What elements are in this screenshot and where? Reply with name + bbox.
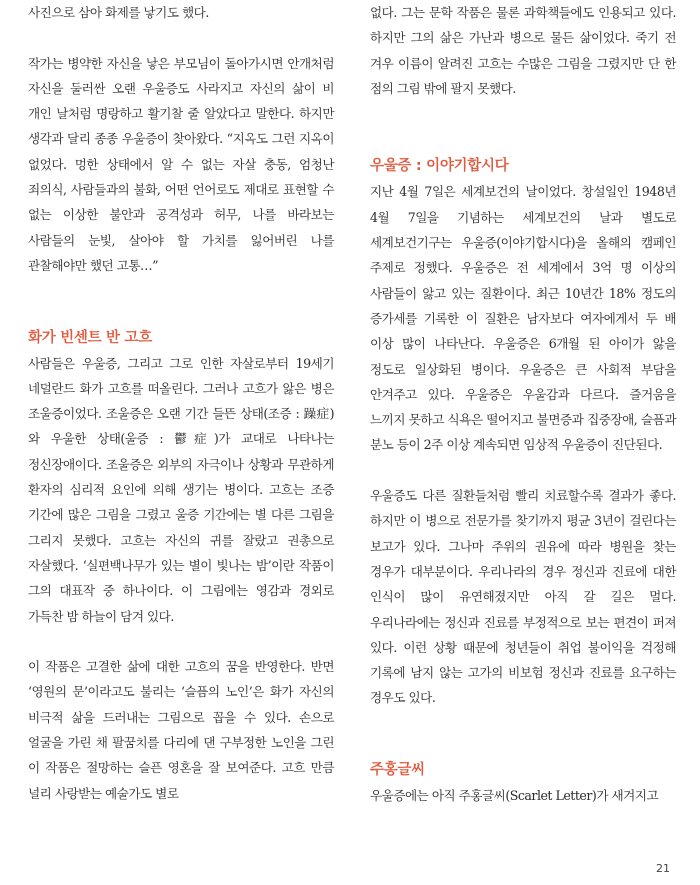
page-number: 21 (656, 862, 670, 875)
paragraph: 우울증에는 아직 주홍글씨(Scarlet Letter)가 새겨지고 (370, 788, 659, 804)
paragraph: 우울증도 다른 질환들처럼 빨리 치료할수록 결과가 좋다. 하지만 이 병으로 전문가를 찾기까지 평균 3년이 걸린다는 보고가 있다. 그나마 주위의 권유에 따라 병원을 찾는 경우가 대부분이다. 우리나라의 경우 정신과 진료에 대한 인식이 많이 유연해졌지만 아직 갈 길은 멀다. 우리나라에는 정신과 진료를 부정적으로 보는 편견이 퍼져 있다. 이런 상황 때문에 청년들이 취업 불이익을 걱정해 기록에 남지 않는 고가의 비보험 정신과 진료를 요구하는 경우도 있다. (370, 488, 676, 706)
paragraph: 지난 4월 7일은 세계보건의 날이었다. 창설일인 1948년 4월 7일을 기념하는 세계보건의 날과 별도로 세계보건기구는 우울증(이야기합시다)을 올해의 캠페인 주제로 정했다. 우울증은 전 세계에서 3억 명 이상의 사람들이 앓고 있는 질환이다. 최근 10년간 18% 정도의 증가세를 기록한 이 질환은 남자보다 여자에게서 두 배 이상 많이 나타난다. 우울증은 6개월 된 아이가 앓을 정도로 일상화된 병이다. 우울증은 큰 사회적 부담을 안겨주고 있다. 우울증은 우울감과 다르다. 즐거움을 느끼지 못하고 식욕은 떨어지고 불면증과 집중장애, 슬픔과 분노 등이 2주 이상 계속되면 임상적 우울증이 진단된다. (370, 184, 676, 453)
paragraph: 이 작품은 고결한 삶에 대한 고흐의 꿈을 반영한다. 반면 ‘영원의 문’이라고도 불리는 ‘슬픔의 노인’은 화가 자신의 비극적 삶을 드러내는 그림으로 꼽을 수 있다. 손으로 얼굴을 가린 채 팔꿈치를 다리에 댄 구부정한 노인을 그린 이 작품은 절망하는 슬픈 영혼을 잘 보여준다. 고흐 만큼 널리 사랑받는 예술가도 별로 (28, 659, 334, 801)
paragraph: 사진으로 삼아 화제를 낳기도 했다. (28, 5, 209, 20)
right-column (370, 0, 676, 808)
section-heading: 주홍글씨 (370, 762, 425, 779)
left-column (28, 0, 334, 806)
section-heading: 화가 빈센트 반 고흐 (28, 329, 152, 346)
paragraph: 사람들은 우울증, 그리고 그로 인한 자살로부터 19세기 네덜란드 화가 고흐를 떠올린다. 그러나 고흐가 앓은 병은 조울증이었다. 조울증은 오랜 기간 들뜬 상태(조증 : 躁症)와 우울한 상태(울증 : 鬱症)가 교대로 나타나는 정신장애이다. 조울증은 외부의 자극이나 상황과 무관하게 환자의 심리적 요인에 의해 생기는 병이다. 고흐는 조증 기간에 많은 그림을 그렸고 울증 기간에는 별 다른 그림을 그리지 못했다. 고흐는 자신의 귀를 잘랐고 권총으로 자살했다. ‘실편백나무가 있는 별이 빛나는 밤’이란 작품이 그의 대표작 중 하나이다. 이 그림에는 영감과 경외로 가득찬 밤 하늘이 담겨 있다. (28, 355, 334, 624)
paragraph: 작가는 병약한 자신을 낳은 부모님이 돌아가시면 안개처럼 자신을 둘러싼 오랜 우울증도 사라지고 자신의 삶이 비 개인 날처럼 명랑하고 활기찰 줄 알았다고 말한다. 하지만 생각과 달리 종종 우울증이 찾아왔다. “지옥도 그런 지옥이 없었다. 멍한 상태에서 알 수 없는 자살 충동, 엄청난 죄의식, 사람들과의 불화, 어떤 언어로도 제대로 표현할 수 없는 이상한 불안과 공격성과 허무, 나를 바라보는 사람들의 눈빛, 살아야 할 가치를 잃어버린 나를 관찰해야만 했던 고통…” (28, 55, 334, 273)
section-heading: 우울증 : 이야기합시다 (370, 158, 509, 175)
paragraph: 없다. 그는 문학 작품은 물론 과학책들에도 인용되고 있다. 하지만 그의 삶은 가난과 병으로 물든 삶이었다. 죽기 전 겨우 이름이 알려진 고흐는 수많은 그림을 그렸지만 단 한 점의 그림 밖에 팔지 못했다. (370, 5, 676, 96)
